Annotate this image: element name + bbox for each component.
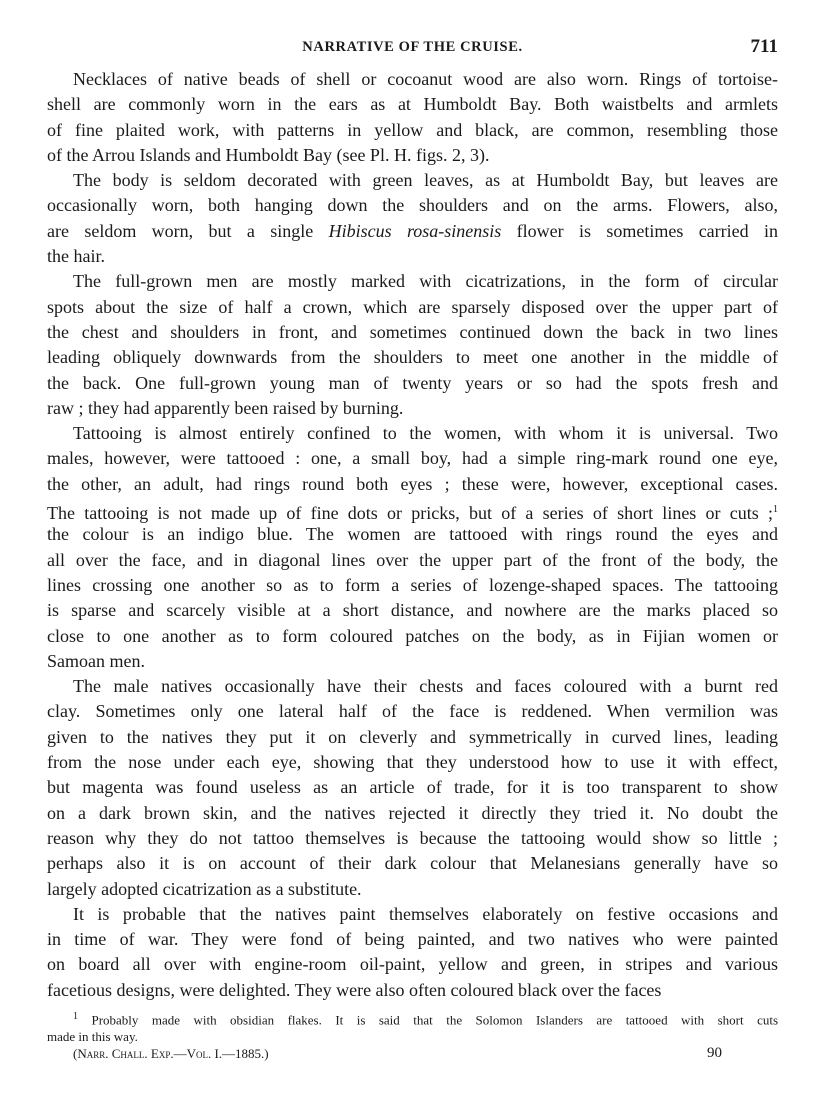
footnote-line <box>47 1008 778 1028</box>
text-line: Necklaces of native beads of shell or cocoanut wood are also worn. Rings of tortoise- <box>73 69 778 89</box>
text-line: raw ; they had apparently been raised by burning. <box>47 397 404 418</box>
text-line: clay. Sometimes only one lateral half of the face is reddened. When vermilion was <box>47 701 778 722</box>
text-line: The body is seldom decorated with green leaves, as at Humboldt Bay, but leaves are <box>73 170 778 191</box>
text-line: all over the face, and in diagonal lines over the upper part of the front of the body, the <box>47 549 778 570</box>
text-line: the colour is an indigo blue. The women are tattooed with rings round the eyes and <box>47 524 778 545</box>
paragraph <box>47 269 778 421</box>
body-text <box>47 67 778 1003</box>
paragraph <box>47 421 778 674</box>
text-line: on a dark brown skin, and the natives rejected it directly they tried it. No doubt the <box>47 802 778 823</box>
footnote-line <box>47 1028 778 1045</box>
paragraph <box>47 902 778 1003</box>
text-line: leading obliquely downwards from the shoulders to meet one another in the middle of <box>47 347 778 368</box>
text-line: the back. One full-grown young man of twenty years or so had the spots fresh and <box>47 372 778 393</box>
text-line: Tattooing is almost entirely confined to the women, with whom it is universal. Two <box>73 423 778 444</box>
text-line: largely adopted cicatrization as a substitute. <box>47 878 362 899</box>
text-line: reason why they do not tattoo themselves is because the tattooing would show so little ; <box>47 827 778 848</box>
text-line: Samoan men. <box>47 650 145 671</box>
paragraph <box>47 674 778 902</box>
text-line: of the Arrou Islands and Humboldt Bay (see Pl. H. figs. 2, 3). <box>47 144 490 165</box>
text-line: facetious designs, were delighted. They were also often coloured black over the faces <box>47 979 662 1000</box>
text-line: in time of war. They were fond of being painted, and two natives who were painted <box>47 929 778 950</box>
text-line: It is probable that the natives paint themselves elaborately on festive occasions and <box>73 903 778 924</box>
text-line: on board all over with engine-room oil-paint, yellow and green, in stripes and various <box>47 954 778 975</box>
text-line: occasionally worn, both hanging down the shoulders and on the arms. Flowers, also, <box>47 195 778 216</box>
text-line: The male natives occasionally have their chests and faces coloured with a burnt red <box>73 676 778 697</box>
page-number: 711 <box>750 36 778 57</box>
footnote-ref: 1 <box>773 504 778 516</box>
text-line: the hair. <box>47 246 105 267</box>
paragraph <box>47 67 778 168</box>
text-line: shell are commonly worn in the ears as at Humboldt Bay. Both waistbelts and armlets <box>47 94 778 115</box>
text-segment: are seldom worn, but a single <box>47 220 329 241</box>
text-line: lines crossing one another so as to form a series of lozenge-shaped spaces. The tattooing <box>47 574 778 595</box>
footnote-text: made in this way. <box>47 1029 138 1045</box>
text-line: of fine plaited work, with patterns in yellow and black, are common, resembling those <box>47 119 778 140</box>
paragraph <box>47 168 778 269</box>
footnote <box>47 1008 778 1045</box>
running-title: NARRATIVE OF THE CRUISE. <box>302 39 523 55</box>
text-line: the other, an adult, had rings round both eyes ; these were, however, exceptional cases. <box>47 473 778 494</box>
text-line: close to one another as to form coloured patches on the body, as in Fijian women or <box>47 625 778 646</box>
italic-term: Hibiscus rosa-sinensis <box>328 220 502 241</box>
text-line <box>47 497 778 522</box>
signature-mark: 90 <box>707 1045 722 1061</box>
text-line: is sparse and scarcely visible at a short distance, and nowhere are the marks placed so <box>47 600 778 621</box>
text-line: given to the natives they put it on cleverly and symmetrically in curved lines, leading <box>47 726 778 747</box>
text-line <box>47 219 778 244</box>
text-line: males, however, were tattooed : one, a small boy, had a simple ring-mark round one eye, <box>47 448 778 469</box>
text-line: The full-grown men are mostly marked with cicatrizations, in the form of circular <box>73 271 778 292</box>
text-line: the chest and shoulders in front, and sometimes continued down the back in two lines <box>47 321 778 342</box>
text-line: from the nose under each eye, showing that they understood how to use it with effect, <box>47 752 778 773</box>
text-segment: The tattooing is not made up of fine dots or pricks, but of a series of short lines or cuts ; <box>47 503 773 524</box>
text-line: perhaps also it is on account of their dark colour that Melanesians generally have so <box>47 853 778 874</box>
page-header <box>47 36 778 60</box>
footnote-marker: 1 <box>73 1011 78 1022</box>
text-segment: flower is sometimes carried in <box>501 220 779 241</box>
imprint: (Narr. Chall. Exp.—Vol. I.—1885.) <box>73 1046 269 1061</box>
text-line: but magenta was found useless as an article of trade, for it is too transparent to show <box>47 777 778 798</box>
text-line: spots about the size of half a crown, which are sparsely disposed over the upper part of <box>47 296 778 317</box>
footnote-text: Probably made with obsidian flakes. It is said that the Solomon Islanders are tattooed with short cuts <box>91 1012 779 1028</box>
